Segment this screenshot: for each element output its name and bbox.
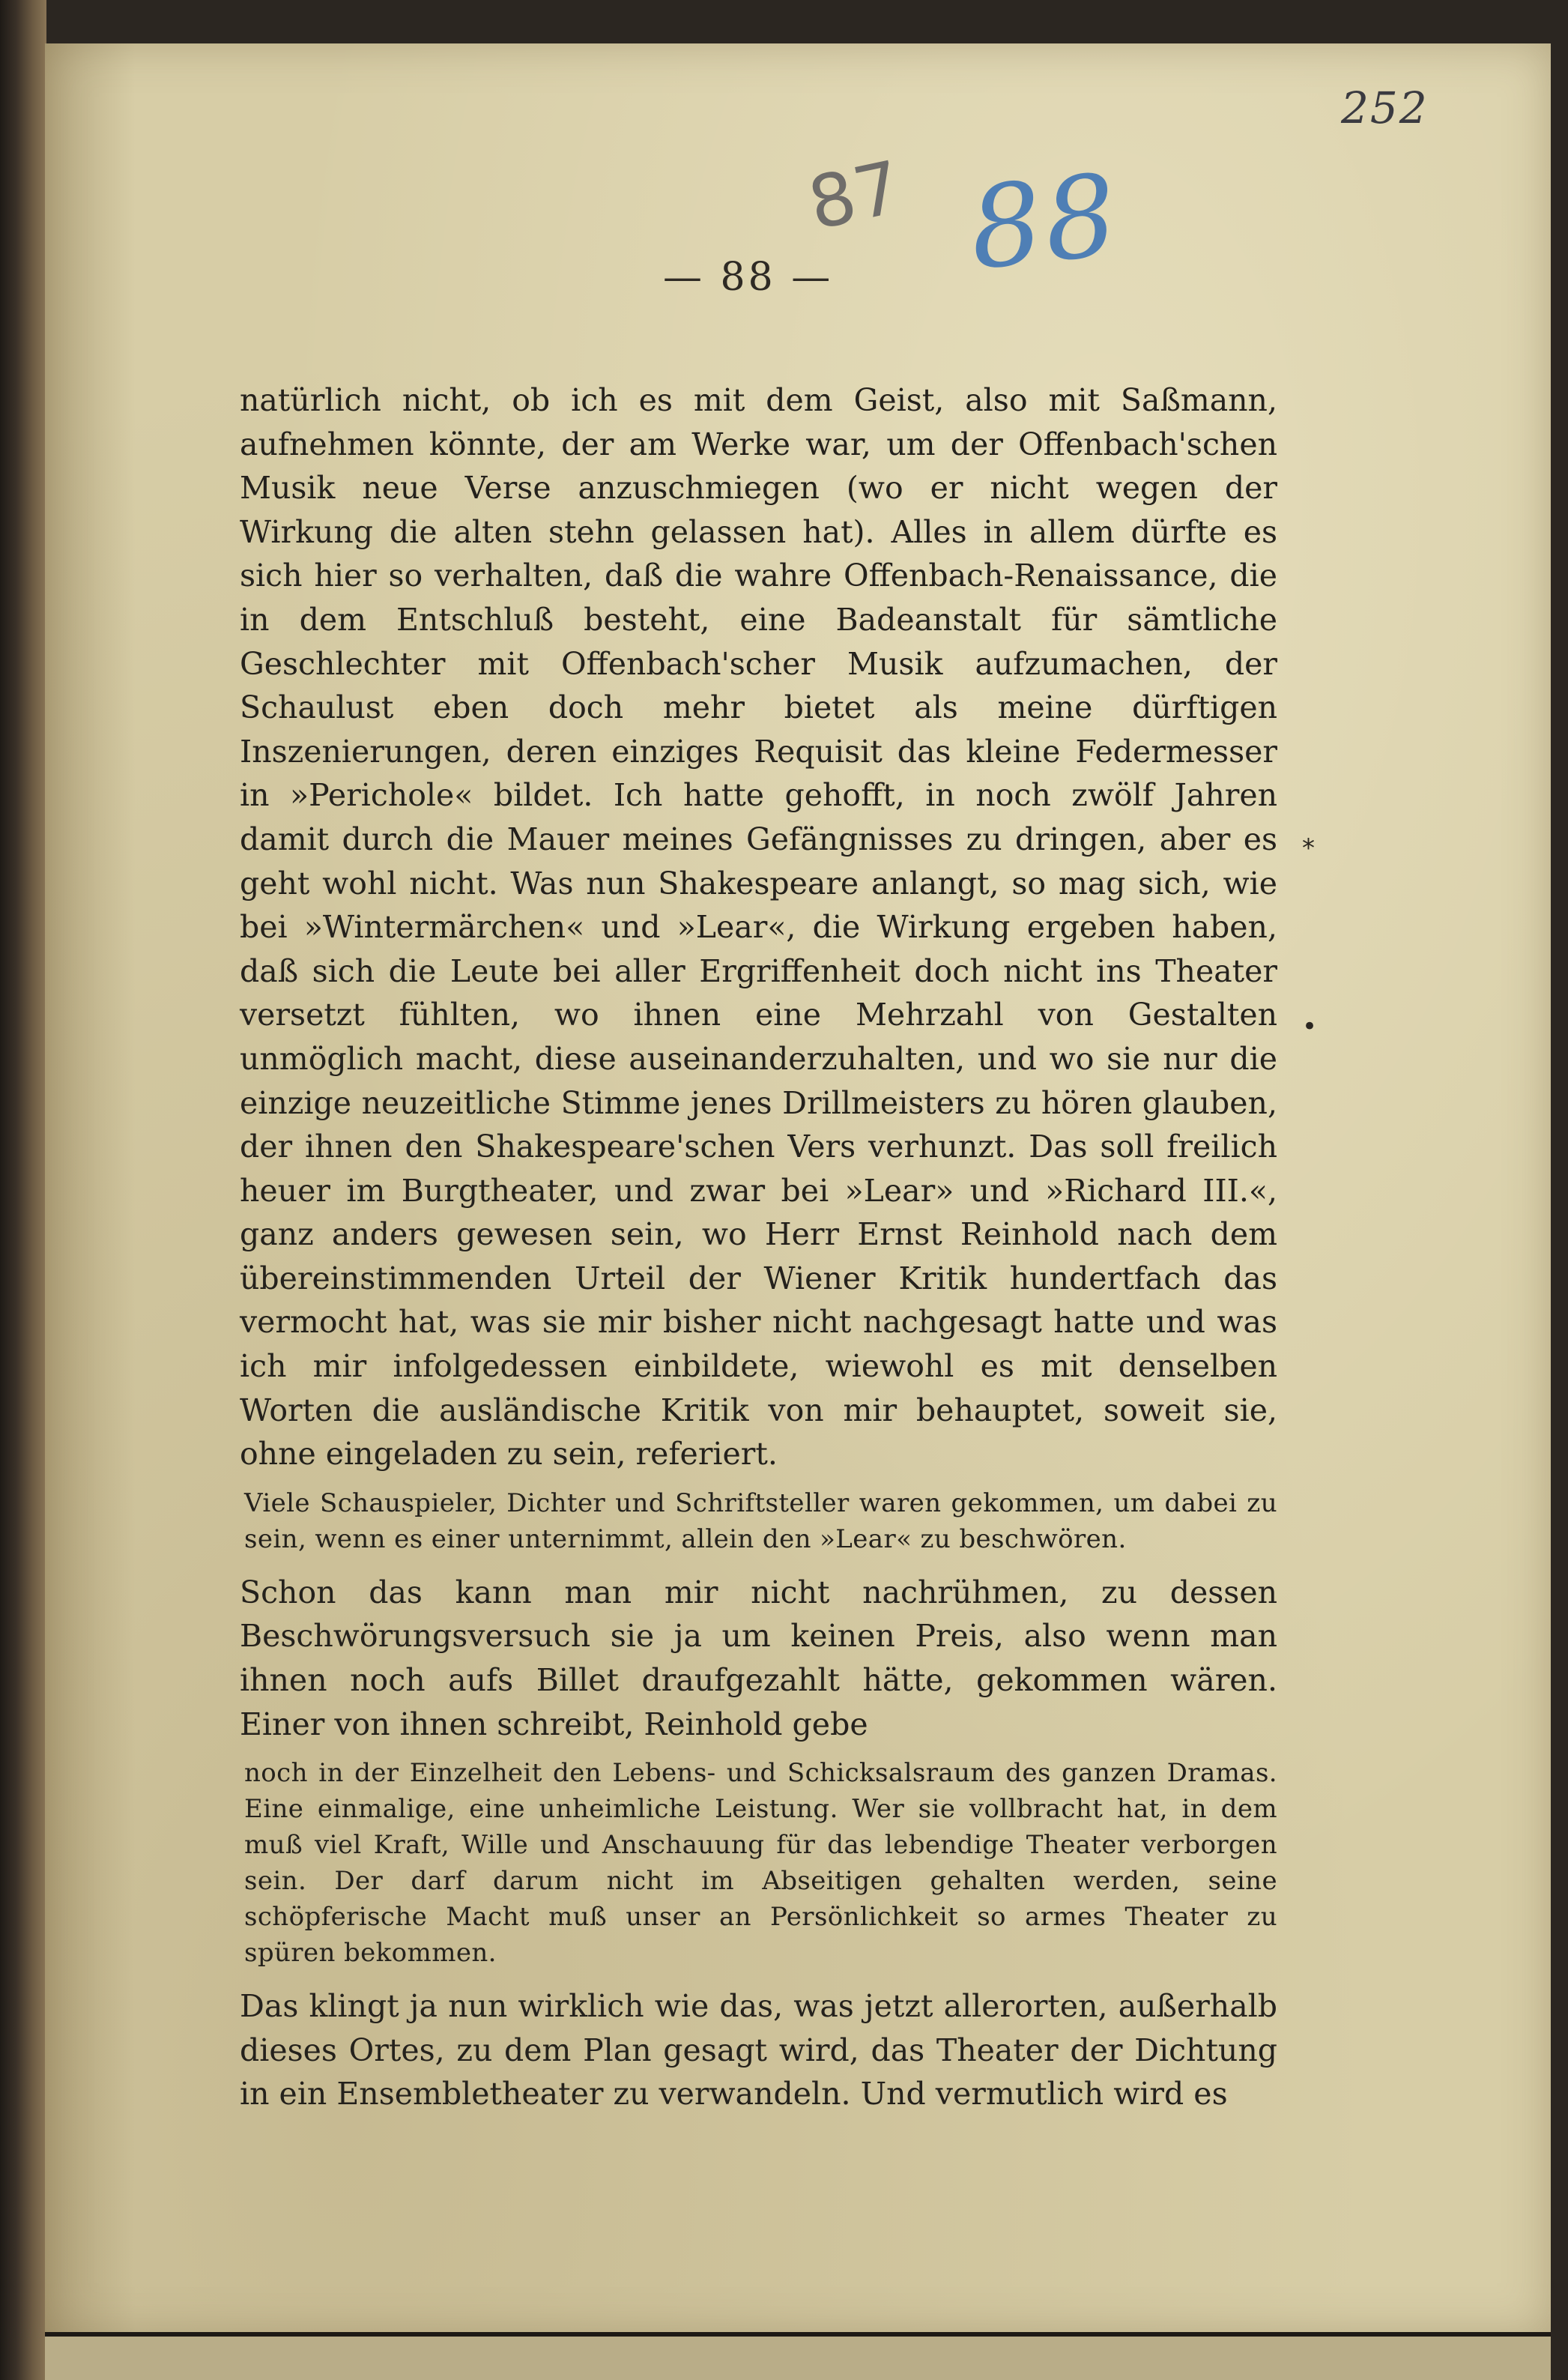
margin-dot-mark: • bbox=[1302, 1012, 1318, 1042]
archive-page-number: 252 bbox=[1341, 82, 1429, 133]
margin-star-mark: * bbox=[1302, 833, 1315, 863]
lower-page-strip bbox=[45, 2337, 1551, 2380]
book-binding-edge bbox=[0, 0, 46, 2380]
body-paragraph-3: Das klingt ja nun wirklich wie das, was jetzt allerorten, außerhalb dieses Ortes, zu dem Plan gesagt wird, das Theater der Dichtung in ein Ensembletheater zu verwandeln. Und vermutlich wird es bbox=[240, 1988, 1277, 2112]
body-paragraph-1: natürlich nicht, ob ich es mit dem Geist, also mit Saßmann, aufnehmen könnte, der am Werke war, um der Offenbach'schen Musik neue Verse anzuschmiegen (wo er nicht wegen der Wirkung die alten stehn gelassen hat). Alles in allem dürfte es sich hier so verhalten, daß die wahre Offenbach-Renaissance, die in dem Entschluß besteht, eine Badeanstalt für sämtliche Geschlechter mit Offenbach'scher Musik aufzumachen, der Schaulust eben doch mehr bietet als meine dürftigen Inszenierungen, deren einziges Requisit das kleine Federmesser in »Perichole« bildet. Ich hatte gehofft, in noch zwölf Jahren damit durch die Mauer meines Gefängnisses zu dringen, aber es geht wohl nicht. Was nun Shakespeare anlangt, so mag sich, wie bei »Wintermärchen« und »Lear«, die Wirkung ergeben haben, daß sich die Leute bei aller Ergriffenheit doch nicht ins Theater versetzt fühlten, wo ihnen eine Mehrzahl von Gestalten unmöglich macht, diese auseinanderzuhalten, und wo sie nur die einzige neuzeitliche Stimme jenes Drillmeisters zu hören glauben, der ihnen den Shakespeare'schen Vers verhunzt. Das soll freilich heuer im Burgtheater, und zwar bei »Lear» und »Richard III.«, ganz anders gewesen sein, wo Herr Ernst Reinhold nach dem übereinstimmenden Urteil der Wiener Kritik hundertfach das vermocht hat, was sie mir bisher nicht nachgesagt hatte und was ich mir infolgedessen einbildete, wiewohl es mit denselben Worten die ausländische Kritik von mir behauptet, soweit sie, ohne eingeladen zu sein, referiert. bbox=[240, 382, 1277, 1473]
quote-paragraph-1: Viele Schauspieler, Dichter und Schriftsteller waren gekommen, um dabei zu sein, wenn es einer unternimmt, allein den »Lear« zu beschwören. bbox=[244, 1488, 1277, 1554]
pencil-annotation: 87 bbox=[801, 145, 909, 247]
quote-paragraph-2: noch in der Einzelheit den Lebens- und Schicksalsraum des ganzen Dramas. Eine einmalige, eine unheimliche Leistung. Wer sie vollbracht hat, in dem muß viel Kraft, Wille und Anschauung für das lebendige Theater verborgen sein. Der darf darum nicht im Abseitigen gehalten werden, seine schöpferische Macht muß unser an Persönlichkeit so armes Theater zu spüren bekommen. bbox=[244, 1758, 1277, 1969]
body-paragraph-2: Schon das kann man mir nicht nachrühmen, zu dessen Beschwörungsversuch sie ja um keinen Preis, also wenn man ihnen noch aufs Billet draufgezahlt hätte, gekommen wären. Einer von ihnen schreibt, Reinhold gebe bbox=[240, 1574, 1277, 1742]
blue-pencil-page-number: 88 bbox=[963, 150, 1126, 295]
page-text bbox=[240, 378, 1277, 2124]
printed-page-number: — 88 — bbox=[663, 255, 834, 300]
